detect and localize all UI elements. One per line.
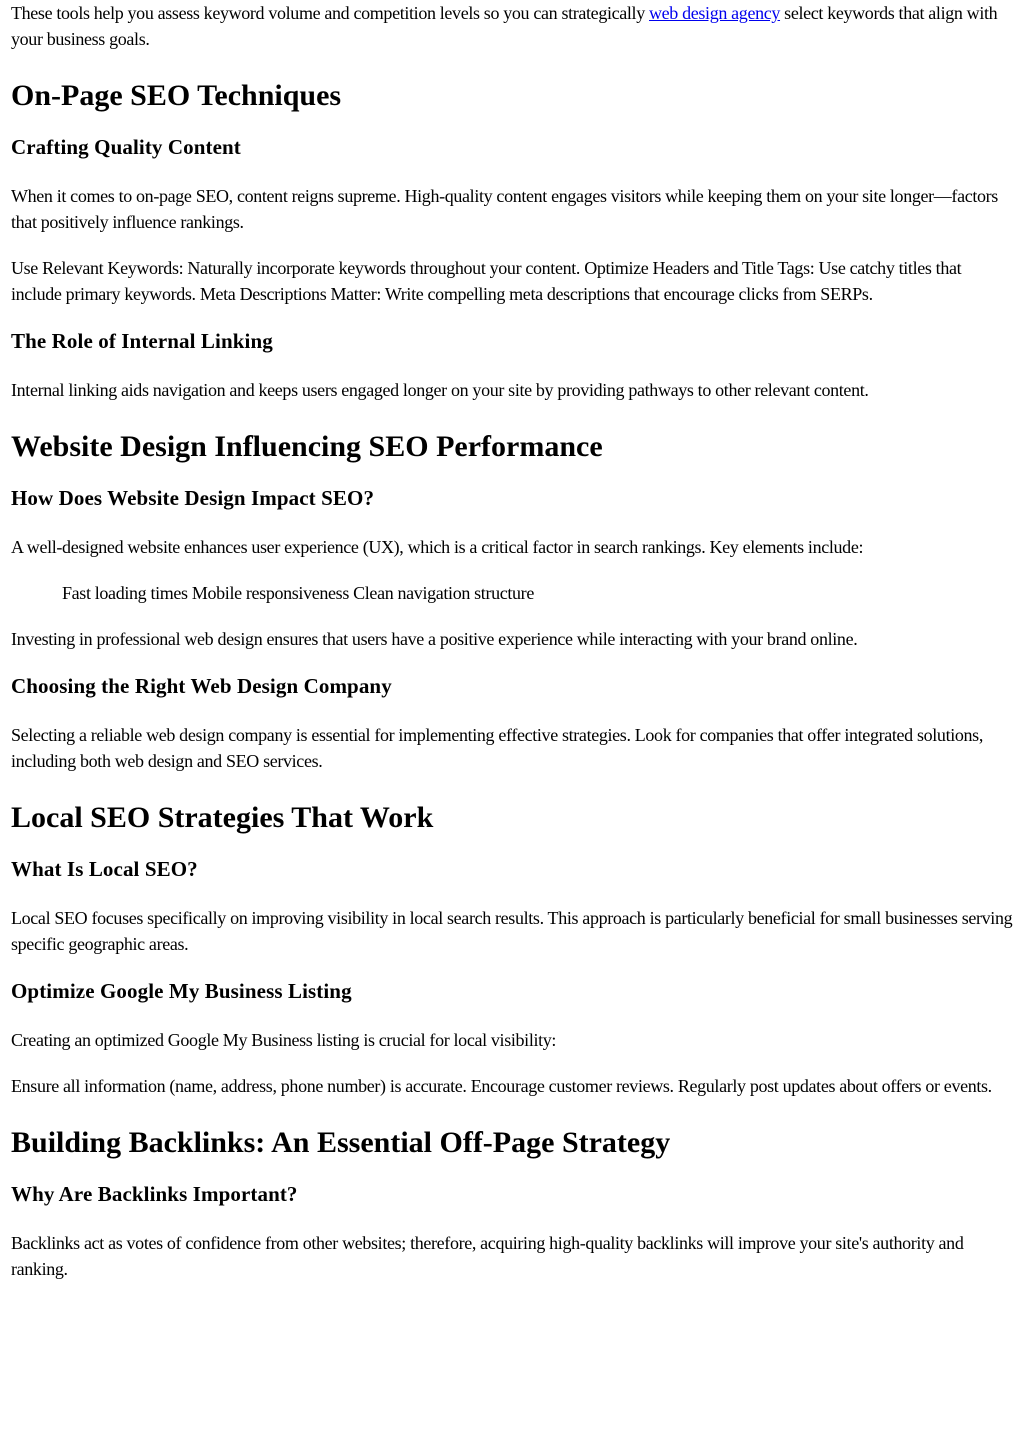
key-elements-list: Fast loading times Mobile responsiveness Clean navigation structure: [62, 583, 534, 603]
subheading-what-is-local-seo: What Is Local SEO?: [11, 857, 198, 881]
paragraph-design-impact-2: Investing in professional web design ensures that users have a positive experience while interacting with your brand online.: [11, 629, 858, 649]
subheading-internal-linking: The Role of Internal Linking: [11, 329, 273, 353]
paragraph-crafting-2: Use Relevant Keywords: Naturally incorporate keywords throughout your content. Optimize Headers and Title Tags: Use catchy titles that include primary keywords. Meta Descriptions Matter: Write compelling meta descriptions that encourage clicks from SERPs.: [11, 258, 962, 304]
paragraph-design-impact-1: A well-designed website enhances user experience (UX), which is a critical factor in search rankings. Key elements include:: [11, 537, 864, 557]
heading-website-design: Website Design Influencing SEO Performance: [11, 430, 603, 463]
intro-paragraph: [11, 0, 1014, 52]
paragraph-choosing-company: Selecting a reliable web design company is essential for implementing effective strategies. Look for companies that offer integrated solutions, including both web design and SEO services.: [11, 725, 983, 771]
subheading-choosing-company: Choosing the Right Web Design Company: [11, 674, 392, 698]
paragraph-what-is-local-seo: Local SEO focuses specifically on improving visibility in local search results. This approach is particularly beneficial for small businesses serving specific geographic areas.: [11, 908, 1013, 954]
intro-text-after-link: select keywords that align with your business goals.: [11, 3, 998, 49]
subheading-design-impact: How Does Website Design Impact SEO?: [11, 486, 375, 510]
heading-backlinks: Building Backlinks: An Essential Off-Page Strategy: [11, 1126, 671, 1159]
paragraph-why-backlinks: Backlinks act as votes of confidence from other websites; therefore, acquiring high-quality backlinks will improve your site's authority and ranking.: [11, 1233, 964, 1279]
paragraph-gmb-2: Ensure all information (name, address, phone number) is accurate. Encourage customer reviews. Regularly post updates about offers or events.: [11, 1076, 992, 1096]
web-design-agency-link[interactable]: web design agency: [649, 3, 781, 23]
subheading-crafting-quality-content: Crafting Quality Content: [11, 135, 241, 159]
subheading-why-backlinks: Why Are Backlinks Important?: [11, 1182, 298, 1206]
heading-on-page-seo: On-Page SEO Techniques: [11, 79, 342, 112]
paragraph-internal-linking: Internal linking aids navigation and keeps users engaged longer on your site by providing pathways to other relevant content.: [11, 380, 869, 400]
intro-text-before-link: These tools help you assess keyword volume and competition levels so you can strategically: [11, 3, 650, 23]
paragraph-gmb-1: Creating an optimized Google My Business listing is crucial for local visibility:: [11, 1030, 557, 1050]
heading-local-seo: Local SEO Strategies That Work: [11, 801, 434, 834]
subheading-google-my-business: Optimize Google My Business Listing: [11, 979, 352, 1003]
paragraph-crafting-1: When it comes to on-page SEO, content reigns supreme. High-quality content engages visitors while keeping them on your site longer—factors that positively influence rankings.: [11, 186, 998, 232]
